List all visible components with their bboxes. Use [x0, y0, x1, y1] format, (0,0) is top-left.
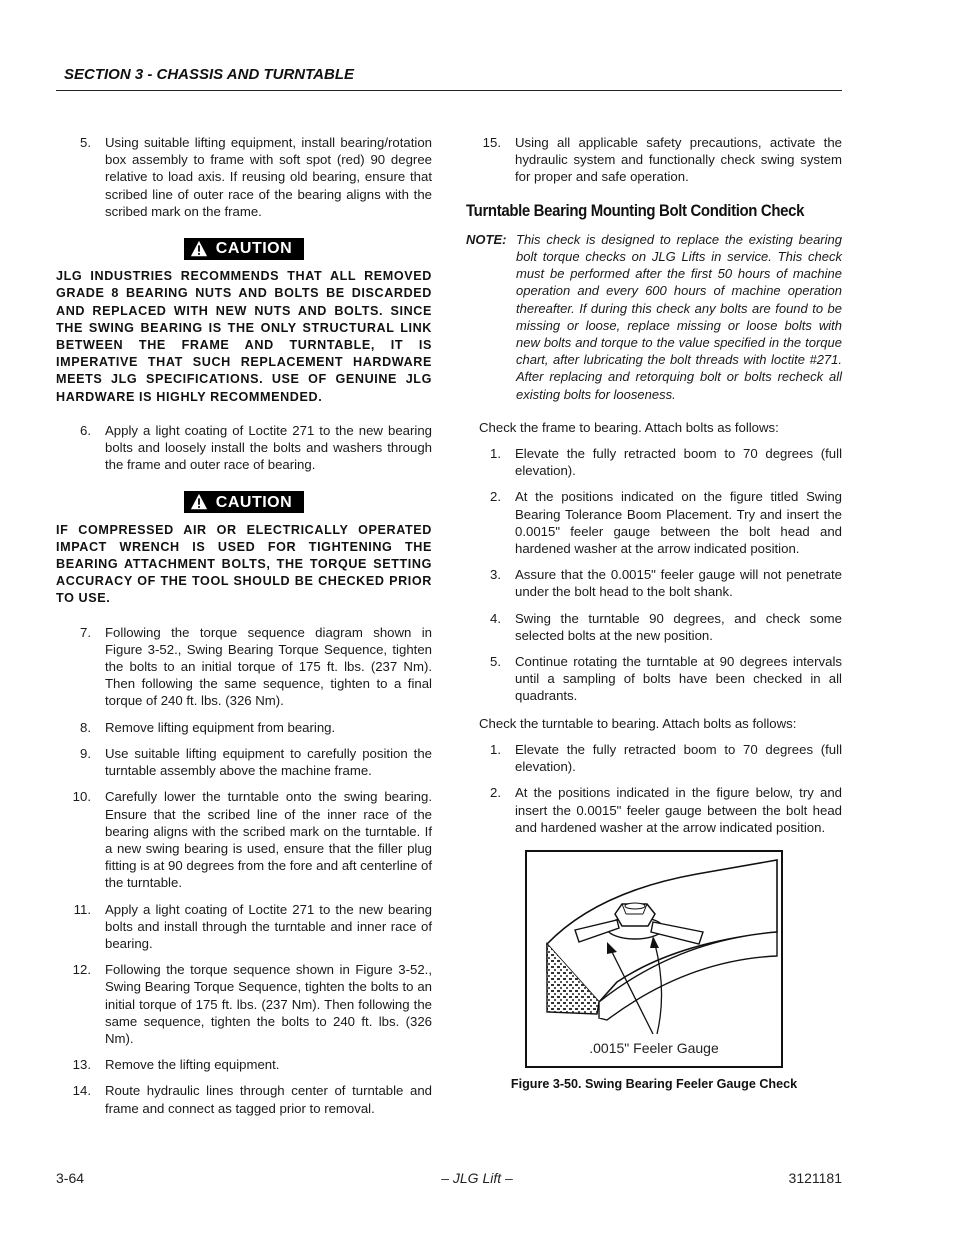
- section-title: SECTION 3 - CHASSIS AND TURNTABLE: [64, 66, 355, 83]
- step-10: [56, 788, 432, 891]
- step-text: Carefully lower the turntable onto the swing bearing. Ensure that the scribed line of the inner race of the bearing aligns with the scribed mark on the turntable. If a new swing bearing is used, ensure that the filler plug fitting is at 90 degrees from the fore and aft centerline of the turntable.: [105, 789, 432, 891]
- caution-banner-2: [56, 491, 432, 515]
- step-text: Continue rotating the turntable at 90 degrees intervals until a sampling of bolts have been checked in all quadrants.: [515, 654, 842, 704]
- step-text: Apply a light coating of Loctite 271 to the new bearing bolts and loosely install the bolts and washers through the frame and outer race of bearing.: [105, 422, 432, 473]
- left-column: [56, 134, 432, 1126]
- feeler-gauge-figure: [525, 850, 783, 1068]
- step-number: 11.: [73, 901, 91, 917]
- step-12: [56, 961, 432, 1047]
- right-column: [466, 134, 842, 845]
- caution-text-1: JLG INDUSTRIES RECOMMENDS THAT ALL REMOVED GRADE 8 BEARING NUTS AND BOLTS BE DISCARDED AND REPLACED WITH NEW NUTS AND BOLTS. SINCE THE SWING BEARING IS THE ONLY STRUCTURAL LINK BETWEEN THE FRAME AND TURNTABLE, IT IS IMPERATIVE THAT SUCH REPLACEMENT HARDWARE MEETS JLG SPECIFICATIONS. USE OF GENUINE JLG HARDWARE IS HIGHLY RECOMMENDED.: [56, 269, 432, 404]
- caution-label: CAUTION: [215, 240, 293, 258]
- step-6: [56, 422, 432, 474]
- warning-triangle-icon: [190, 240, 208, 258]
- caution-badge: [184, 491, 304, 513]
- note-text: This check is designed to replace the existing bearing bolt torque checks on JLG Lifts in service. This check must be performed after the first 50 hours of machine operation and every 600 hours of machine operation thereafter. If during this check any bolts are found to be missing or loose, replace missing or loose bolts with new bolts and torque to the value specified in the torque chart, after lubricating the bolt threads with loctite #271. After replacing and retorquing bolt or bolts recheck all existing bolts for looseness.: [516, 231, 842, 402]
- step-number: 1.: [490, 446, 501, 462]
- caution-banner-1: [56, 238, 432, 262]
- subsection-heading: Turntable Bearing Mounting Bolt Condition Check: [466, 200, 805, 220]
- step-number: 15.: [482, 135, 501, 150]
- step-11: [56, 901, 432, 953]
- step-number: 4.: [490, 610, 501, 626]
- frame-step-3: [466, 566, 842, 600]
- step-text: Using all applicable safety precautions, activate the hydraulic system and functionally check swing system for proper and safe operation.: [515, 135, 842, 185]
- step-number: 5.: [490, 654, 501, 670]
- step-text: Assure that the 0.0015" feeler gauge will not penetrate under the bolt head to the bolt shank.: [515, 567, 842, 600]
- step-text: Remove lifting equipment from bearing.: [105, 719, 336, 735]
- step-9: [56, 745, 432, 779]
- step-text: Following the torque sequence diagram shown in Figure 3-52., Swing Bearing Torque Sequence, tighten the bolts to an initial torque of 175 ft. lbs. (237 Nm). Then following the same sequence, tighten to a final torque of 240 ft. lbs. (326 Nm).: [105, 624, 432, 709]
- step-text: Swing the turntable 90 degrees, and check some selected bolts at the new position.: [515, 610, 842, 643]
- step-text: At the positions indicated in the figure below, try and insert the 0.0015" feeler gauge between the bolt head and hardened washer at the arrow indicated position.: [515, 785, 842, 835]
- step-8: [56, 719, 432, 736]
- step-13: [56, 1056, 432, 1073]
- frame-check-intro: Check the frame to bearing. Attach bolts as follows:: [479, 419, 779, 435]
- feeler-gauge-label: .0015" Feeler Gauge: [589, 1040, 719, 1056]
- step-number: 12.: [72, 962, 91, 978]
- caution-text-2: IF COMPRESSED AIR OR ELECTRICALLY OPERATED IMPACT WRENCH IS USED FOR TIGHTENING THE BEARING ATTACHMENT BOLTS, THE TORQUE SETTING ACCURACY OF THE TOOL SHOULD BE CHECKED PRIOR TO USE.: [56, 522, 432, 606]
- step-number: 2.: [490, 489, 501, 505]
- header-rule: [56, 90, 842, 91]
- caution-label: CAUTION: [215, 493, 293, 511]
- step-number: 8.: [80, 719, 91, 735]
- figure-caption: Figure 3-50. Swing Bearing Feeler Gauge Check: [510, 1077, 798, 1091]
- document-number: 3121181: [788, 1170, 842, 1186]
- frame-step-5: [466, 653, 842, 705]
- step-5: [56, 134, 432, 220]
- step-text: Elevate the fully retracted boom to 70 degrees (full elevation).: [515, 446, 842, 479]
- step-number: 6.: [80, 422, 91, 438]
- step-number: 7.: [80, 624, 91, 640]
- frame-step-4: [466, 610, 842, 644]
- turntable-step-1: [466, 741, 842, 775]
- turntable-step-2: [466, 784, 842, 836]
- footer-center: – JLG Lift –: [441, 1170, 513, 1186]
- bearing-bolt-illustration: [527, 852, 781, 1066]
- step-number: 3.: [490, 567, 501, 583]
- step-number: 10.: [72, 789, 91, 805]
- step-number: 5.: [80, 135, 91, 150]
- step-number: 1.: [490, 741, 501, 757]
- step-number: 2.: [490, 785, 501, 801]
- frame-step-1: [466, 445, 842, 479]
- step-7: [56, 624, 432, 710]
- step-number: 9.: [80, 745, 91, 761]
- step-14: [56, 1082, 432, 1116]
- step-text: Route hydraulic lines through center of turntable and frame and connect as tagged prior to removal.: [105, 1083, 432, 1116]
- step-text: At the positions indicated on the figure titled Swing Bearing Tolerance Boom Placement. Try and insert the 0.0015" feeler gauge between the bolt head and hardened washer at the arrow indicated position.: [515, 489, 842, 557]
- warning-triangle-icon: [190, 493, 208, 511]
- step-number: 14.: [72, 1083, 91, 1099]
- frame-step-2: [466, 488, 842, 557]
- step-15: [466, 134, 842, 186]
- caution-badge: [184, 238, 304, 260]
- step-text: Elevate the fully retracted boom to 70 degrees (full elevation).: [515, 741, 842, 775]
- note-block: [466, 231, 842, 403]
- step-text: Remove the lifting equipment.: [105, 1057, 280, 1073]
- step-text: Using suitable lifting equipment, install bearing/rotation box assembly to frame with soft spot (red) 90 degree relative to load axis. If reusing old bearing, ensure that scribed line of outer race of the bearing aligns with the scribed mark on the frame.: [105, 135, 432, 219]
- step-number: 13.: [72, 1057, 91, 1073]
- page-number: 3-64: [56, 1170, 85, 1186]
- turntable-check-intro: Check the turntable to bearing. Attach bolts as follows:: [479, 715, 797, 731]
- note-label: NOTE:: [466, 231, 507, 247]
- step-text: Apply a light coating of Loctite 271 to the new bearing bolts and install through the turntable and inner race of bearing.: [105, 901, 432, 951]
- step-text: Use suitable lifting equipment to carefully position the turntable assembly above the machine frame.: [105, 745, 432, 779]
- step-text: Following the torque sequence shown in Figure 3-52., Swing Bearing Torque Sequence, tighten the bolts to an initial torque of 175 ft. lbs. (237 Nm). Then following the same sequence, tighten the bolts to 240 ft. lbs. (326 Nm).: [105, 962, 432, 1046]
